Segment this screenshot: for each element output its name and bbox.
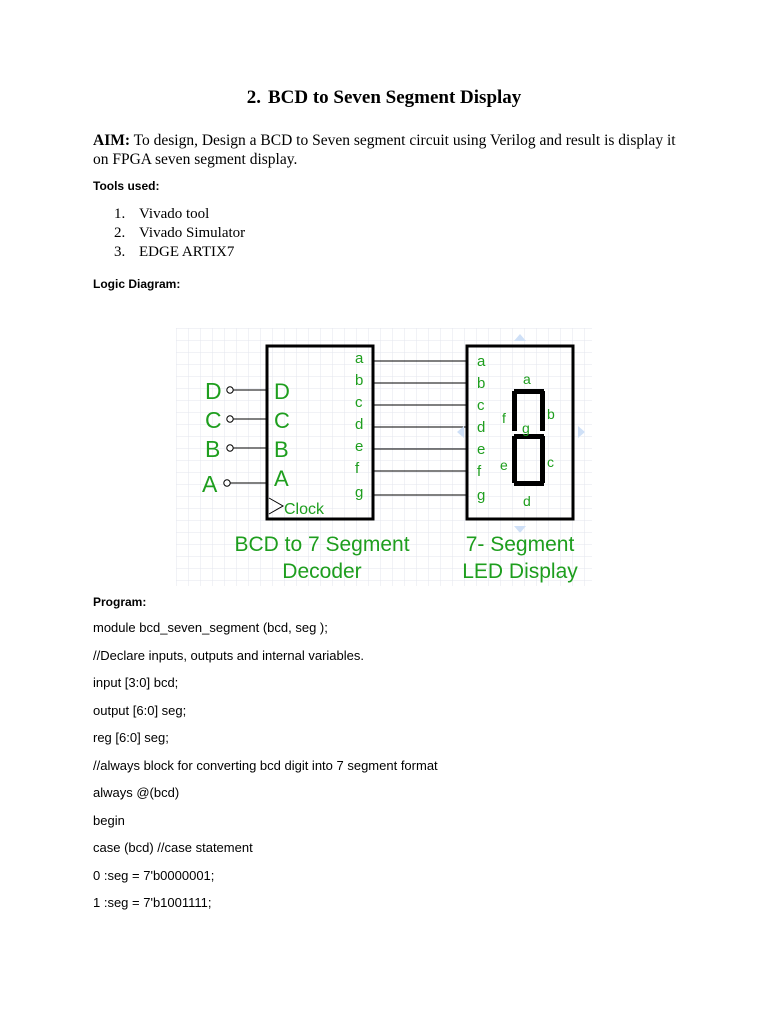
- list-text: Vivado Simulator: [139, 225, 246, 241]
- code-line: reg [6:0] seg;: [93, 730, 169, 745]
- segment-label-g: g: [522, 420, 530, 436]
- decoder-output-b: b: [355, 372, 364, 389]
- list-number: 1.: [114, 206, 126, 222]
- display-input-e: e: [477, 441, 486, 458]
- decoder-caption-line1: BCD to 7 Segment: [234, 533, 410, 556]
- list-text: Vivado tool: [139, 206, 210, 222]
- decoder-input-d: D: [274, 379, 290, 404]
- code-line: 1 :seg = 7'b1001111;: [93, 895, 212, 910]
- segment-label-f: f: [502, 410, 506, 426]
- segment-label-b: b: [547, 406, 555, 422]
- list-text: EDGE ARTIX7: [139, 244, 235, 260]
- tools-heading: Tools used:: [93, 179, 160, 193]
- segment-e: [512, 436, 517, 483]
- segment-label-d: d: [523, 493, 531, 509]
- segment-label-c: c: [547, 454, 554, 470]
- aim-paragraph: [93, 131, 683, 169]
- input-label-c: C: [205, 407, 222, 433]
- decoder-input-b: B: [274, 437, 289, 462]
- program-heading: Program:: [93, 595, 147, 609]
- code-line: case (bcd) //case statement: [93, 840, 253, 855]
- code-line: output [6:0] seg;: [93, 702, 187, 718]
- decoder-output-c: c: [355, 394, 363, 411]
- logic-diagram: [176, 328, 592, 586]
- input-label-b: B: [205, 436, 221, 462]
- input-label-a: A: [202, 471, 218, 497]
- code-line: begin: [93, 812, 125, 828]
- display-caption-line1: 7- Segment: [465, 533, 575, 556]
- decoder-output-d: d: [355, 416, 364, 433]
- list-item: [114, 224, 245, 243]
- decoder-caption-line2: Decoder: [282, 560, 362, 583]
- display-input-g: g: [477, 487, 486, 504]
- display-caption-line2: LED Display: [462, 560, 578, 583]
- clock-label: Clock: [284, 501, 325, 518]
- display-input-f: f: [477, 463, 482, 480]
- code-line: 0 :seg = 7'b0000001;: [93, 867, 215, 883]
- logic-heading: Logic Diagram:: [93, 277, 181, 291]
- segment-c: [540, 436, 545, 483]
- list-number: 3.: [114, 244, 126, 260]
- decoder-output-f: f: [355, 460, 360, 477]
- tools-list: [114, 205, 245, 262]
- code-line: //always block for converting bcd digit into 7 segment format: [93, 757, 438, 773]
- segment-label-a: a: [523, 371, 531, 387]
- segment-d: [514, 481, 544, 486]
- title-text: BCD to Seven Segment Display: [267, 87, 522, 108]
- aim-text: To design, Design a BCD to Seven segment circuit using Verilog and result is display it on FPGA seven segment display.: [93, 132, 676, 168]
- code-line: //Declare inputs, outputs and internal variables.: [93, 647, 364, 663]
- page-title: [0, 87, 768, 109]
- segment-f: [512, 391, 517, 431]
- code-line: always @(bcd): [93, 785, 180, 800]
- display-input-a: a: [477, 353, 486, 370]
- input-label-d: D: [205, 378, 222, 404]
- input-pin-c: [227, 416, 233, 422]
- input-pin-a: [224, 480, 230, 486]
- title-number: 2.: [246, 87, 261, 108]
- input-pin-d: [227, 387, 233, 393]
- program-code: [93, 620, 438, 923]
- segment-b: [540, 391, 545, 431]
- input-pin-b: [227, 445, 233, 451]
- display-input-b: b: [477, 375, 486, 392]
- code-line: input [3:0] bcd;: [93, 675, 179, 690]
- list-item: [114, 205, 245, 224]
- aim-label: AIM:: [93, 132, 131, 149]
- segment-a: [514, 389, 544, 394]
- list-number: 2.: [114, 225, 126, 241]
- segment-label-e: e: [500, 457, 508, 473]
- code-line: module bcd_seven_segment (bcd, seg );: [93, 620, 328, 635]
- decoder-output-a: a: [355, 350, 364, 367]
- decoder-input-a: A: [274, 466, 289, 491]
- decoder-output-g: g: [355, 484, 364, 501]
- decoder-input-c: C: [274, 408, 290, 433]
- display-input-d: d: [477, 419, 486, 436]
- display-input-c: c: [477, 397, 485, 414]
- list-item: [114, 243, 245, 262]
- decoder-output-e: e: [355, 438, 364, 455]
